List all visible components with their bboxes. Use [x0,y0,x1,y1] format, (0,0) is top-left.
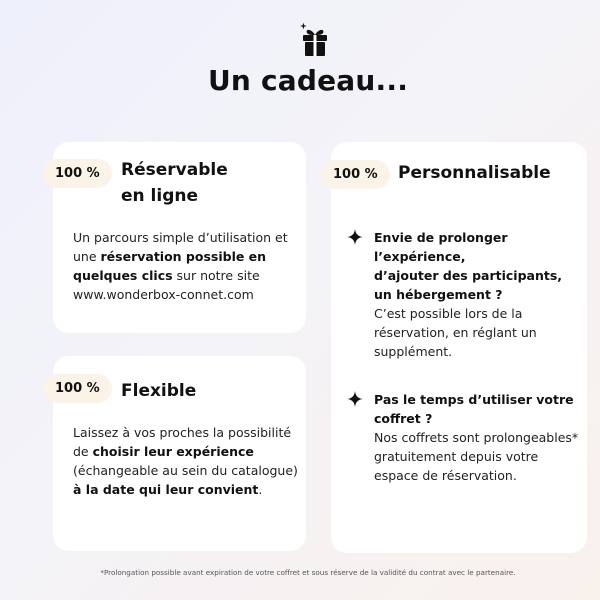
body-bold: choisir leur expérience [92,444,254,459]
page-title: Un cadeau... [207,64,409,97]
feature-strong: un hébergement ? [374,287,503,302]
card-title: Flexible [121,381,197,401]
card-title-line1: Réservable [121,160,228,180]
feature-desc: C’est possible lors de la réservation, en réglant un supplément. [374,306,537,359]
feature-text [374,390,584,485]
body-text: Laissez à vos proches la possibilité de [73,425,292,459]
body-text: (échangeable au sein du catalogue) [73,463,298,478]
body-bold: réservation possible en quelques clics [73,249,267,283]
percent-badge: 100 % [43,159,112,188]
footnote: *Prolongation possible avant expiration de votre coffret et sous réserve de la validité du contrat avec le partenaire. [100,568,516,577]
feature-strong: Pas le temps d’utiliser votre coffret ? [374,392,574,426]
feature-desc: Nos coffrets sont prolongeables* gratuitement depuis votre espace de réservation. [374,430,579,483]
percent-badge: 100 % [43,374,112,403]
card-body [73,423,298,499]
card-body [73,228,298,304]
gift-icon [300,22,330,58]
card-title-line2: en ligne [121,186,199,206]
sparkle-icon [347,229,363,245]
percent-badge: 100 % [321,160,390,189]
card-reservable [53,142,306,333]
feature-strong: Envie de prolonger l’expérience, [374,230,508,264]
body-text: sur notre site www.wonderbox-connet.com [73,268,260,302]
feature-strong: d’ajouter des participants, [374,268,563,283]
sparkle-icon [347,391,363,407]
feature-text [374,228,584,361]
card-title [121,157,271,209]
card-title: Personnalisable [398,163,551,183]
card-personnalisable [331,142,587,553]
body-text: Un parcours simple d’utilisation et une [73,230,288,264]
body-bold: à la date qui leur convient [73,482,259,497]
body-text: . [258,482,263,497]
card-flexible [53,356,306,551]
